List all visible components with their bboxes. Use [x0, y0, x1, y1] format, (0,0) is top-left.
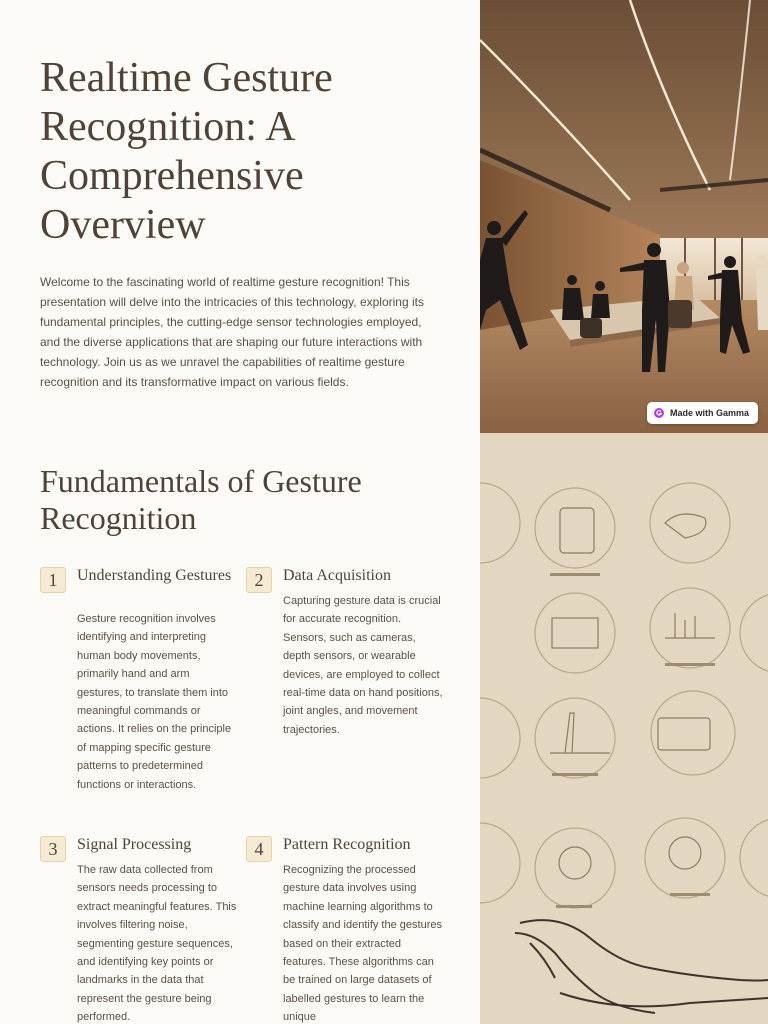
made-with-gamma-label: Made with Gamma — [670, 408, 750, 418]
card-signal-processing — [40, 836, 235, 1024]
section-title: Fundamentals of Gesture Recognition — [40, 463, 362, 536]
card-data-acquisition — [246, 567, 441, 767]
card-body: Capturing gesture data is crucial for accurate recognition. Sensors, such as cameras, depth sensors, or wearable devices, are employed to collect real-time data on hand positions, joint angles, and movement trajectories. — [283, 595, 443, 736]
card-title: Data Acquisition — [283, 567, 391, 584]
card-body: Gesture recognition involves identifying and interpreting human body movements, primarily hand and arm gestures, to translate them into meaningful commands or actions. It relies on the principle of mapping specific gesture patterns to predetermined functions or interactions. — [77, 613, 232, 791]
meeting-room-photo — [480, 0, 768, 433]
card-number: 4 — [246, 836, 272, 862]
title-slide-text — [40, 54, 450, 392]
title-slide — [0, 0, 768, 433]
card-number: 1 — [40, 567, 66, 593]
gesture-sketch-illustration — [480, 433, 768, 1024]
slide-title: Realtime Gesture Recognition: A Comprehensive Overview — [40, 55, 333, 248]
made-with-gamma-badge[interactable] — [647, 402, 758, 424]
card-title: Signal Processing — [77, 836, 192, 853]
card-body: The raw data collected from sensors needs processing to extract meaningful features. This involves filtering noise, segmenting gesture sequences, and identifying key points or landmarks in the data that represent the gesture being performed. — [77, 864, 237, 1024]
card-title: Understanding Gestures — [77, 567, 232, 584]
slide-intro-paragraph: Welcome to the fascinating world of realtime gesture recognition! This presentation will delve into the intricacies of this technology, exploring its fundamental principles, the cutting-edge sensor technologies employed, and the diverse applications that are shaping our future interactions with technology. Join us as we unravel the capabilities of realtime gesture recognition and its transformative impact on various fields. — [40, 275, 424, 389]
gamma-logo-icon — [654, 408, 664, 418]
card-understanding-gestures — [40, 567, 235, 817]
fundamentals-slide — [0, 433, 768, 1024]
card-body: Recognizing the processed gesture data involves using machine learning algorithms to classify and identify the gestures based on their extracted features. These algorithms can be trained on large datasets of labelled gestures to learn the unique — [283, 864, 442, 1024]
card-title: Pattern Recognition — [283, 836, 411, 853]
card-number: 2 — [246, 567, 272, 593]
card-number: 3 — [40, 836, 66, 862]
card-pattern-recognition — [246, 836, 441, 1024]
